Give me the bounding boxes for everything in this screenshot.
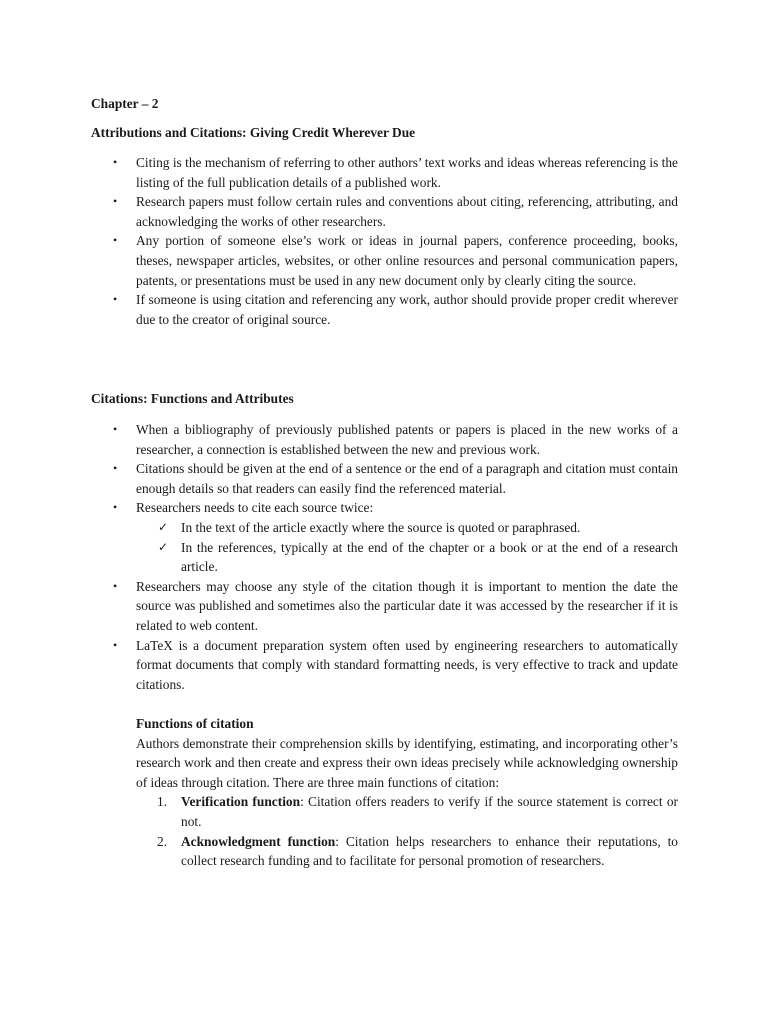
list-item-text: LaTeX is a document preparation system often used by engineering researchers to automatically format documents that comply with standard formatting needs, is very effective to track and update citations.	[136, 637, 678, 692]
list-item	[113, 153, 678, 192]
list-item-text: Citations should be given at the end of a sentence or the end of a paragraph and citation must contain enough details so that readers can easily find the referenced material.	[136, 461, 678, 496]
bullet-icon: •	[113, 461, 118, 476]
section-heading-attributions: Attributions and Citations: Giving Credit Wherever Due	[91, 125, 416, 140]
bullet-icon: •	[113, 292, 118, 307]
bullet-icon: •	[113, 422, 118, 436]
bullet-icon: •	[113, 637, 118, 652]
subsection-heading: Functions of citation	[136, 716, 254, 731]
list-item	[113, 231, 678, 290]
item-number: 2.	[157, 833, 168, 849]
list-item	[113, 420, 678, 459]
function-description: : Citation offers readers to verify if the source statement is correct or not.	[181, 794, 678, 829]
checkmark-icon: ✓	[158, 519, 169, 534]
functions-numbered-list	[136, 792, 678, 870]
bullet-icon: •	[113, 194, 118, 209]
bullet-icon: •	[113, 233, 118, 248]
attributions-bullet-list	[113, 153, 678, 329]
checkmark-icon: ✓	[158, 539, 169, 554]
list-item	[113, 636, 678, 695]
function-term: Acknowledgment function	[181, 833, 336, 849]
chapter-number: Chapter – 2	[91, 96, 159, 111]
function-description: : Citation helps researchers to enhance their reputations, to collect research funding and to facilitate for personal promotion of researchers.	[181, 833, 679, 869]
list-item-text: Researchers may choose any style of the citation though it is important to mention the date the source was published and sometimes also the particular date it was accessed by the researcher if it is related to web content.	[136, 578, 678, 633]
checklist-item	[158, 538, 678, 577]
numbered-item	[157, 832, 679, 871]
bullet-icon: •	[113, 155, 118, 169]
numbered-item	[157, 792, 678, 831]
bullet-icon: •	[113, 578, 118, 593]
list-item	[113, 192, 678, 231]
list-item-text: Citing is the mechanism of referring to other authors’ text works and ideas whereas referencing is the listing of the full publication details of a published work.	[136, 155, 678, 190]
checklist-item-text: In the text of the article exactly where the source is quoted or paraphrased.	[181, 519, 581, 535]
bullet-icon: •	[113, 500, 118, 515]
functions-attributes-bullet-list	[113, 420, 678, 694]
list-item-text: When a bibliography of previously published patents or papers is placed in the new works of a researcher, a connection is established between the new and previous work.	[136, 422, 678, 457]
item-number: 1.	[157, 794, 168, 810]
list-item-text: Researchers needs to cite each source twice:	[136, 500, 374, 516]
checklist-item	[158, 518, 678, 538]
functions-intro-paragraph: Authors demonstrate their comprehension skills by identifying, estimating, and incorporating other’s research work and then create and express their own ideas precisely while acknowledging ownership of ideas through citation. There are three main functions of citation:	[136, 735, 678, 790]
list-item	[113, 577, 678, 636]
list-item-text: If someone is using citation and referencing any work, author should provide proper credit wherever due to the creator of original source.	[136, 292, 678, 327]
section-heading-functions-attributes: Citations: Functions and Attributes	[91, 391, 294, 406]
list-item-text: Research papers must follow certain rules and conventions about citing, referencing, attributing, and acknowledging the works of other researchers.	[136, 194, 678, 229]
cite-twice-checklist	[136, 518, 678, 577]
list-item-text: Any portion of someone else’s work or ideas in journal papers, conference proceeding, books, theses, newspaper articles, websites, or other online resources and personal communication papers, patents, or presentations must be used in any new document only by clearly citing the source.	[136, 233, 678, 288]
list-item	[113, 290, 678, 329]
checklist-item-text: In the references, typically at the end of the chapter or a book or at the end of a research article.	[181, 539, 678, 575]
functions-of-citation-section	[136, 714, 678, 871]
list-item	[113, 498, 678, 576]
function-term: Verification function	[181, 794, 301, 810]
list-item	[113, 459, 678, 498]
